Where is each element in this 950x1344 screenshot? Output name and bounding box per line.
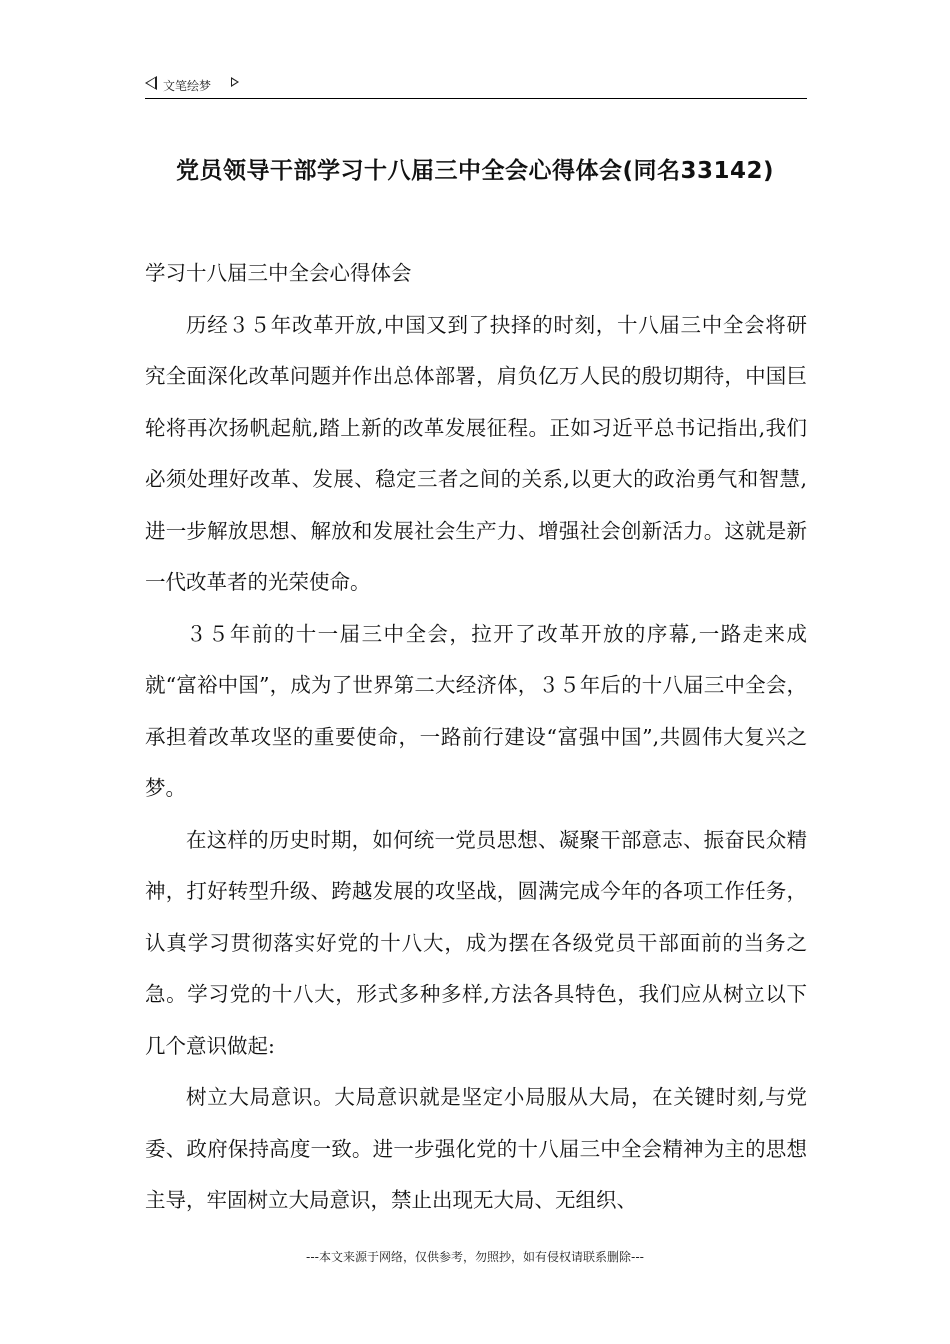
- paragraph: 在这样的历史时期，如何统一党员思想、凝聚干部意志、振奋民众精神，打好转型升级、跨越发展的攻坚战，圆满完成今年的各项工作任务，认真学习贯彻落实好党的十八大，成为摆在各级党员干部面前的当务之急。学习党的十八大，形式多种多样,方法各具特色，我们应从树立以下几个意识做起:: [145, 827, 807, 1058]
- header-brand: 文笔绘梦: [163, 79, 212, 93]
- document-subtitle: 学习十八届三中全会心得体会: [145, 261, 412, 285]
- triangle-left-icon: [145, 76, 157, 90]
- document-title: 党员领导干部学习十八届三中全会心得体会(同名33142): [175, 158, 775, 184]
- triangle-right-icon: [231, 77, 239, 87]
- paragraph: 历经３５年改革开放,中国又到了抉择的时刻，十八届三中全会将研究全面深化改革问题并作出总体部署，肩负亿万人民的殷切期待，中国巨轮将再次扬帆起航,踏上新的改革发展征程。正如习近平总书记指出,我们必须处理好改革、发展、稳定三者之间的关系,以更大的政治勇气和智慧,进一步解放思想、解放和发展社会生产力、增强社会创新活力。这就是新一代改革者的光荣使命。: [145, 312, 807, 594]
- paragraph: 树立大局意识。大局意识就是坚定小局服从大局，在关键时刻,与党委、政府保持高度一致。进一步强化党的十八届三中全会精神为主的思想主导，牢固树立大局意识，禁止出现无大局、无组织、: [145, 1085, 807, 1212]
- page-header: [145, 72, 807, 99]
- page-footer-notice: ---本文来源于网络，仅供参考，勿照抄，如有侵权请联系删除---: [306, 1250, 644, 1264]
- document-body: [145, 248, 807, 1227]
- paragraph: ３５年前的十一届三中全会，拉开了改革开放的序幕,一路走来成就“富裕中国”，成为了世界第二大经济体，３５年后的十八届三中全会，承担着改革攻坚的重要使命，一路前行建设“富强中国”,共圆伟大复兴之梦。: [145, 621, 807, 800]
